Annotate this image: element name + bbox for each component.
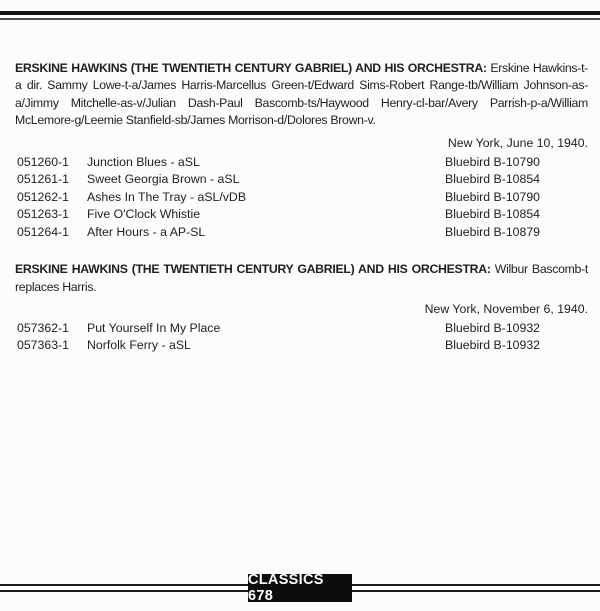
track-title: Junction Blues - aSL — [87, 154, 200, 169]
track-row — [15, 189, 588, 207]
track-title: Put Yourself In My Place — [87, 320, 221, 335]
top-double-rule — [0, 11, 600, 20]
track-row — [15, 206, 588, 224]
classics-catalog-badge: CLASSICS 678 — [248, 574, 352, 602]
track-row — [15, 154, 588, 172]
track-title: After Hours - a AP-SL — [87, 224, 206, 239]
track-title: Norfolk Ferry - aSL — [87, 338, 191, 353]
record-label: Bluebird B-10932 — [445, 320, 541, 335]
record-label: Bluebird B-10854 — [445, 172, 541, 187]
matrix-number: 051262-1 — [17, 189, 69, 204]
matrix-number: 051263-1 — [17, 207, 69, 222]
session-1-personnel-paragraph — [15, 60, 588, 130]
track-row — [15, 320, 588, 338]
record-label: Bluebird B-10932 — [445, 338, 541, 353]
session-2-track-table — [15, 320, 588, 355]
matrix-number: 057363-1 — [17, 338, 69, 353]
track-row — [15, 337, 588, 355]
record-label: Bluebird B-10790 — [445, 154, 541, 169]
session-1-artist-heading: ERSKINE HAWKINS (THE TWENTIETH CENTURY GABRIEL) AND HIS ORCHESTRA: — [15, 61, 487, 75]
matrix-number: 057362-1 — [17, 320, 69, 335]
matrix-number: 051264-1 — [17, 224, 69, 239]
session-2-date: New York, November 6, 1940. — [424, 301, 588, 316]
session-1-track-table — [15, 154, 588, 242]
matrix-number: 051261-1 — [17, 172, 69, 187]
record-label: Bluebird B-10879 — [445, 224, 541, 239]
session-2-personnel-text: Wilbur Bascomb-t replaces Harris. — [15, 262, 589, 294]
top-rule-thick-line — [0, 11, 600, 15]
matrix-number: 051260-1 — [17, 154, 69, 169]
record-label: Bluebird B-10790 — [445, 189, 541, 204]
session-2-personnel-paragraph — [15, 261, 588, 296]
record-label: Bluebird B-10854 — [445, 207, 541, 222]
track-row — [15, 224, 588, 242]
session-1-date: New York, June 10, 1940. — [447, 135, 588, 150]
discography-page — [0, 60, 600, 355]
track-title: Ashes In The Tray - aSL/vDB — [87, 189, 247, 204]
top-rule-thin-line — [0, 18, 600, 20]
track-title: Five O'Clock Whistie — [87, 207, 201, 222]
bottom-rule-with-badge — [0, 572, 600, 606]
track-row — [15, 171, 588, 189]
session-2-artist-heading: ERSKINE HAWKINS (THE TWENTIETH CENTURY GABRIEL) AND HIS ORCHESTRA: — [15, 262, 491, 277]
session-1-personnel-text: Erskine Hawkins-t-a dir. Sammy Lowe-t-a/James Harris-Marcellus Green-t/Edward Sims-Robert Range-tb/William Johnson-as-a/Jimmy Mitchelle-as-v/Julian Dash-Paul Bascomb-ts/Haywood Henry-cl-bar/Avery Parrish-p-a/William McLemore-g/Leemie Stanfield-sb/James Morrison-d/Dolores Brown-v. — [15, 61, 588, 128]
track-title: Sweet Georgia Brown - aSL — [87, 172, 240, 187]
